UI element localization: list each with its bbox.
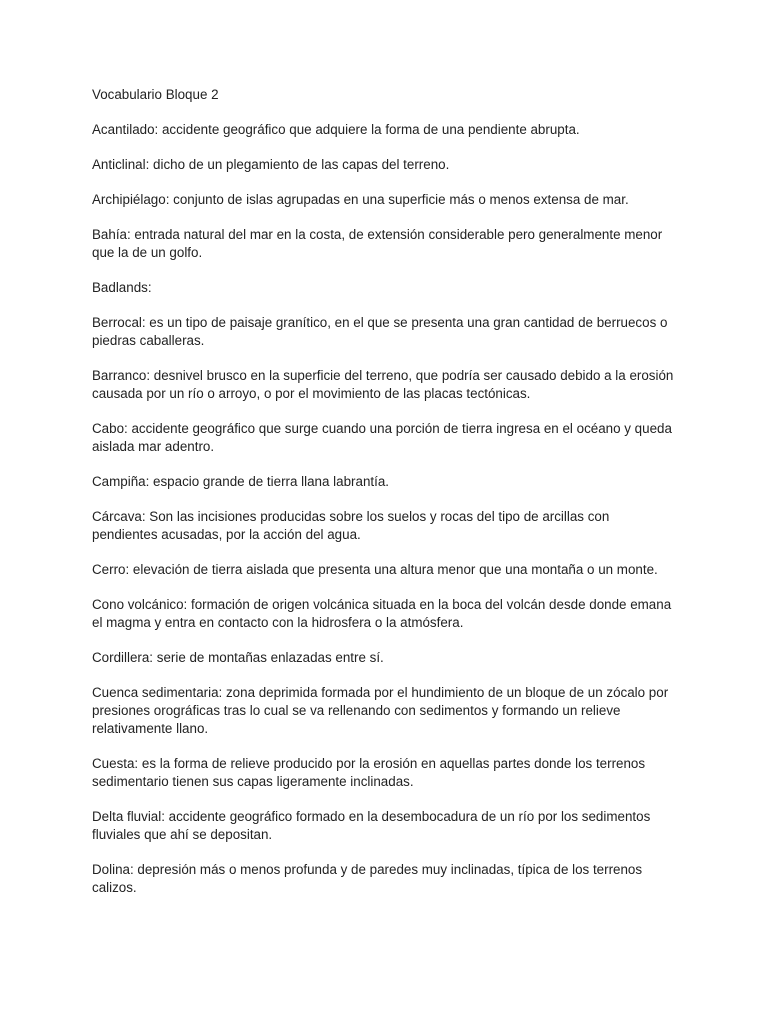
entry-dolina: Dolina: depresión más o menos profunda y de paredes muy inclinadas, típica de los terrenos calizos. — [92, 862, 643, 895]
entry-cordillera: Cordillera: serie de montañas enlazadas entre sí. — [92, 650, 384, 665]
entry-archipielago: Archipiélago: conjunto de islas agrupadas en una superficie más o menos extensa de mar. — [92, 192, 629, 207]
entry-cuesta: Cuesta: es la forma de relieve producido por la erosión en aquellas partes donde los terrenos sedimentario tienen sus capas ligeramente inclinadas. — [92, 756, 646, 789]
entry-cono-volcanico: Cono volcánico: formación de origen volcánica situada en la boca del volcán desde donde emana el magma y entra en contacto con la hidrosfera o la atmósfera. — [92, 597, 672, 630]
entry-barranco: Barranco: desnivel brusco en la superficie del terreno, que podría ser causado debido a la erosión causada por un río o arroyo, o por el movimiento de las placas tectónicas. — [92, 368, 674, 401]
document-title: Vocabulario Bloque 2 — [92, 87, 219, 102]
entry-cuenca-sedimentaria: Cuenca sedimentaria: zona deprimida formada por el hundimiento de un bloque de un zócalo por presiones orográficas tras lo cual se va rellenando con sedimentos y formando un relieve relativamente llano. — [92, 685, 669, 736]
entry-berrocal: Berrocal: es un tipo de paisaje granítico, en el que se presenta una gran cantidad de berruecos o piedras caballeras. — [92, 315, 668, 348]
entry-delta-fluvial: Delta fluvial: accidente geográfico formado en la desembocadura de un río por los sedimentos fluviales que ahí se depositan. — [92, 809, 651, 842]
entry-bahia: Bahía: entrada natural del mar en la costa, de extensión considerable pero generalmente menor que la de un golfo. — [92, 227, 663, 260]
entry-cerro: Cerro: elevación de tierra aislada que presenta una altura menor que una montaña o un monte. — [92, 562, 658, 577]
entry-acantilado: Acantilado: accidente geográfico que adquiere la forma de una pendiente abrupta. — [92, 122, 580, 137]
entry-badlands: Badlands: — [92, 280, 152, 295]
entry-carcava: Cárcava: Son las incisiones producidas sobre los suelos y rocas del tipo de arcillas con pendientes acusadas, por la acción del agua. — [92, 509, 610, 542]
entry-anticlinal: Anticlinal: dicho de un plegamiento de las capas del terreno. — [92, 157, 450, 172]
entry-cabo: Cabo: accidente geográfico que surge cuando una porción de tierra ingresa en el océano y queda aislada mar adentro. — [92, 421, 672, 454]
entry-campina: Campiña: espacio grande de tierra llana labrantía. — [92, 474, 390, 489]
